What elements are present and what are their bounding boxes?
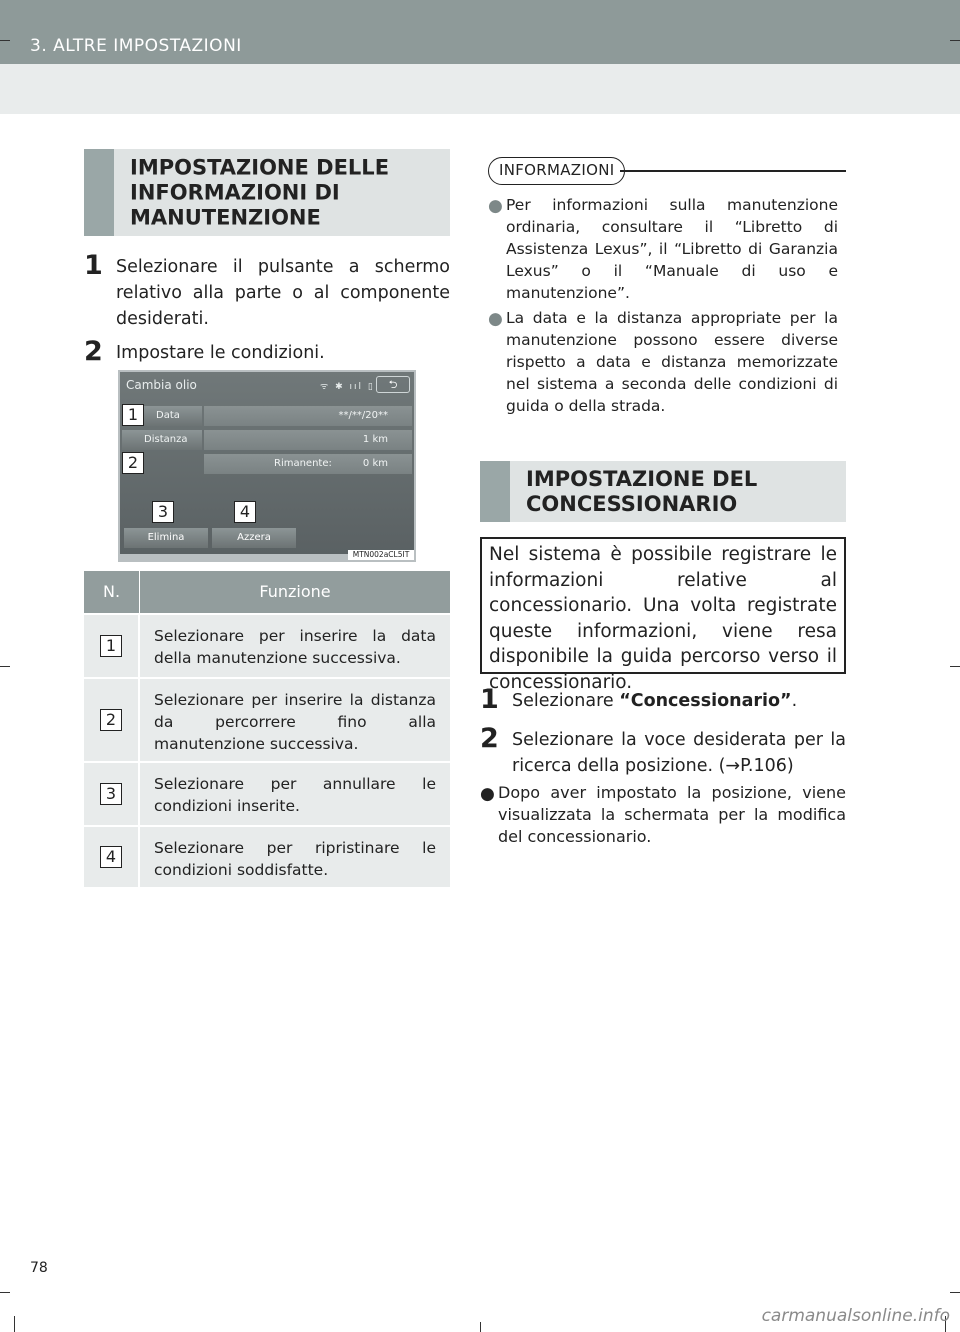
- bullet-dot-icon: ●: [488, 309, 503, 329]
- distance-button[interactable]: Distanza: [122, 430, 202, 450]
- function-table: [84, 571, 450, 887]
- table-row: [84, 761, 450, 825]
- screen-illustration: [118, 370, 416, 562]
- bullet-dot-icon: ●: [480, 784, 495, 804]
- crop-mark: [14, 1316, 15, 1332]
- dealer-option-label: “Concessionario”: [619, 691, 792, 711]
- info-bullet-2: ● La data e la distanza appropriate per la manutenzione possono essere diverse rispetto a data e distanza memorizzate nel sistema a seconda delle condizioni di guida o della strada.: [488, 309, 838, 415]
- row-number: 3: [100, 783, 122, 805]
- table-header: [84, 571, 450, 613]
- callout-2: 2: [122, 452, 144, 474]
- callout-4: 4: [234, 501, 256, 523]
- date-value: **/**/20**: [204, 406, 412, 426]
- info-badge: INFORMAZIONI: [488, 157, 625, 185]
- dealer-note-bullet: ● Dopo aver impostato la posizione, viene visualizzata la schermata per la modifica del concessionario.: [480, 783, 846, 846]
- header-bar: [0, 0, 960, 64]
- header-band: [0, 64, 960, 114]
- crop-mark: [950, 1292, 960, 1293]
- maintenance-section-header: [84, 149, 450, 236]
- crop-mark: [950, 40, 960, 41]
- step-text: Impostare le condizioni.: [116, 343, 325, 363]
- info-bullet-1: ● Per informazioni sulla manutenzione ordinaria, consultare il “Libretto di Assistenza Lexus”, il “Libretto di Garanzia Lexus” o il “Manuale di uso e manutenzione”.: [488, 196, 838, 302]
- row-text: Selezionare per annullare le condizioni inserite.: [154, 775, 436, 815]
- screen-title: Cambia olio: [126, 378, 197, 392]
- back-button[interactable]: [376, 376, 410, 393]
- table-row: [84, 825, 450, 887]
- image-code: MTN002aCL5IT: [348, 550, 414, 560]
- step-number: 1: [480, 684, 499, 715]
- watermark: carmanualsonline.info: [761, 1306, 950, 1326]
- row-number: 2: [100, 709, 122, 731]
- row-text: Selezionare per ripristinare le condizioni soddisfatte.: [154, 839, 436, 879]
- row-text: Selezionare per inserire la data della manutenzione successiva.: [154, 627, 436, 667]
- dealer-section-header: [480, 461, 846, 522]
- section-accent-bar: [84, 149, 114, 236]
- crop-mark: [950, 666, 960, 667]
- crop-mark: [0, 666, 10, 667]
- callout-1: 1: [122, 404, 144, 426]
- section-accent-bar: [480, 461, 510, 522]
- dealer-step-1: 1 Selezionare “Concessionario”.: [480, 684, 798, 715]
- remaining-value: 0 km: [362, 458, 388, 469]
- dealer-section-title: IMPOSTAZIONE DEL CONCESSIONARIO: [526, 466, 758, 516]
- crop-mark: [0, 40, 10, 41]
- col-header-function: Funzione: [259, 582, 331, 601]
- callout-3: 3: [152, 501, 174, 523]
- step-number: 2: [84, 336, 103, 367]
- back-arrow-icon: ⮌: [388, 378, 398, 391]
- dealer-step-2: 2 Selezionare la voce desiderata per la ricerca della posizione. (→P.106): [480, 723, 846, 776]
- table-row: [84, 613, 450, 677]
- table-row: [84, 677, 450, 761]
- row-number: 4: [100, 846, 122, 868]
- col-header-no: N.: [84, 571, 140, 613]
- row-text: Selezionare per inserire la distanza da percorrere fino alla manutenzione successiva.: [154, 691, 436, 753]
- dealer-description-box: Nel sistema è possibile registrare le informazioni relative al concessionario. Una volta registrate queste informazioni, viene resa disponibile la guida percorso verso il concessionario.: [480, 537, 846, 674]
- info-divider: [620, 170, 846, 172]
- remaining-label: Rimanente:: [274, 458, 332, 469]
- header-title: 3. ALTRE IMPOSTAZIONI: [30, 36, 242, 56]
- page-number: 78: [30, 1260, 48, 1276]
- reset-button[interactable]: Azzera: [212, 528, 296, 548]
- status-icons: ᯤ ✱ ııl ▯: [320, 382, 375, 392]
- crop-mark: [480, 1322, 481, 1332]
- remaining-row: [204, 454, 412, 474]
- bullet-dot-icon: ●: [488, 196, 503, 216]
- step-number: 1: [84, 250, 103, 281]
- screen-display: [120, 372, 414, 554]
- step-text: Selezionare il pulsante a schermo relativo alla parte o al componente desiderati.: [116, 257, 450, 329]
- step-2: [84, 336, 450, 367]
- row-number: 1: [100, 635, 122, 657]
- date-button[interactable]: Data: [122, 406, 202, 426]
- step-1: [84, 250, 450, 332]
- delete-button[interactable]: Elimina: [124, 528, 208, 548]
- crop-mark: [0, 1292, 10, 1293]
- maintenance-section-title: IMPOSTAZIONE DELLE INFORMAZIONI DI MANUTENZIONE: [130, 155, 390, 229]
- step-number: 2: [480, 723, 499, 754]
- distance-value: 1 km: [204, 430, 412, 450]
